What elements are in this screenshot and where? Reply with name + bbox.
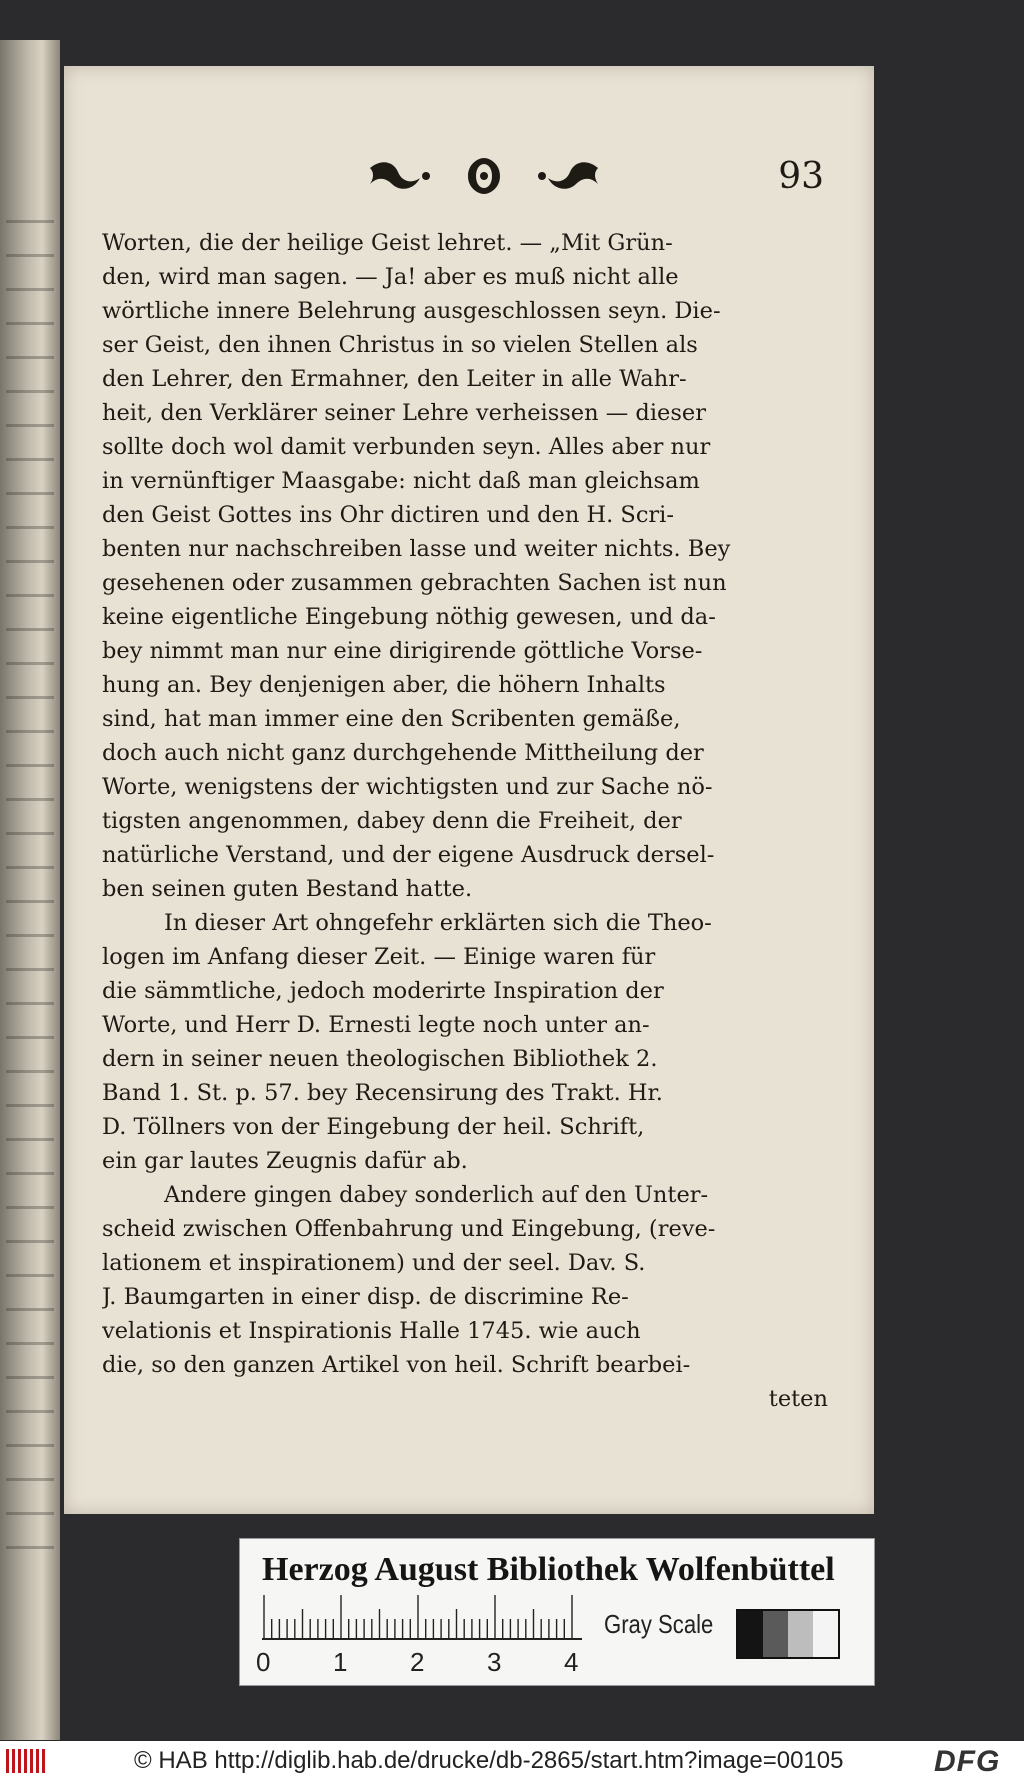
text-line: Band 1. St. p. 57. bey Recensirung des Trakt. Hr. — [102, 1080, 663, 1106]
barcode-stripe — [24, 1749, 27, 1773]
bleed-through-mark — [6, 1444, 54, 1447]
bleed-through-mark — [6, 1240, 54, 1243]
footer-bar — [0, 1741, 1024, 1781]
text-line: J. Baumgarten in einer disp. de discrimine Re- — [102, 1284, 629, 1310]
text-line: keine eigentliche Eingebung nöthig gewesen, und da- — [102, 604, 716, 630]
text-line: sollte doch wol damit verbunden seyn. Alles aber nur — [102, 434, 711, 460]
bleed-through-mark — [6, 900, 54, 903]
bleed-through-mark — [6, 1172, 54, 1175]
text-line: Andere gingen dabey sonderlich auf den Unter- — [164, 1182, 709, 1208]
gray-scale-label: Gray Scale — [604, 1609, 714, 1639]
ruler-number: 3 — [487, 1647, 502, 1677]
bleed-through-mark — [6, 662, 54, 665]
text-line: dern in seiner neuen theologischen Bibliothek 2. — [102, 1046, 658, 1072]
text-line: D. Töllners von der Eingebung der heil. Schrift, — [102, 1114, 645, 1140]
text-line: Worte, und Herr D. Ernesti legte noch unter an- — [102, 1012, 650, 1038]
bleed-through-mark — [6, 424, 54, 427]
bleed-through-mark — [6, 934, 54, 937]
bleed-through-mark — [6, 1308, 54, 1311]
bleed-through-mark — [6, 1376, 54, 1379]
text-line: die, so den ganzen Artikel von heil. Schrift bearbei- — [102, 1352, 691, 1378]
barcode-stripes-icon — [6, 1749, 46, 1773]
bleed-through-mark — [6, 1342, 54, 1345]
text-line: sind, hat man immer eine den Scribenten gemäße, — [102, 706, 681, 732]
text-line: den, wird man sagen. — Ja! aber es muß nicht alle — [102, 264, 679, 290]
text-line: velationis et Inspirationis Halle 1745. wie auch — [102, 1318, 641, 1344]
text-line: wörtliche innere Belehrung ausgeschlossen seyn. Die- — [102, 298, 721, 324]
barcode-stripe — [18, 1749, 21, 1773]
text-line: tigsten angenommen, dabey denn die Freiheit, der — [102, 808, 682, 834]
text-line: logen im Anfang dieser Zeit. — Einige waren für — [102, 944, 656, 970]
bleed-through-mark — [6, 1546, 54, 1549]
bleed-through-mark — [6, 220, 54, 223]
text-line: hung an. Bey denjenigen aber, die höhern Inhalts — [102, 672, 666, 698]
body-text — [102, 226, 828, 1416]
bleed-through-mark — [6, 832, 54, 835]
text-line: doch auch nicht ganz durchgehende Mittheilung der — [102, 740, 704, 766]
gray-swatch — [763, 1611, 788, 1657]
barcode-stripe — [42, 1749, 45, 1773]
bleed-through-mark — [6, 1410, 54, 1413]
book-page — [64, 66, 874, 1514]
dfg-logo: DFG — [934, 1745, 1001, 1778]
text-line: In dieser Art ohngefehr erklärten sich die Theo- — [164, 910, 712, 936]
bleed-through-mark — [6, 730, 54, 733]
bleed-through-mark — [6, 1036, 54, 1039]
bleed-through-mark — [6, 798, 54, 801]
text-line: lationem et inspirationem) und der seel. Dav. S. — [102, 1250, 646, 1276]
gray-swatch — [813, 1611, 838, 1657]
text-line: scheid zwischen Offenbahrung und Eingebung, (reve- — [102, 1216, 716, 1242]
gray-swatch — [788, 1611, 813, 1657]
bleed-through-mark — [6, 1206, 54, 1209]
bleed-through-mark — [6, 1512, 54, 1515]
text-line: in vernünftiger Maasgabe: nicht daß man gleichsam — [102, 468, 700, 494]
bleed-through-mark — [6, 696, 54, 699]
text-line: heit, den Verklärer seiner Lehre verheissen — dieser — [102, 400, 706, 426]
ruler-number: 2 — [410, 1647, 425, 1677]
bleed-through-mark — [6, 866, 54, 869]
fleuron-ornament-icon — [364, 154, 604, 198]
barcode-stripe — [12, 1749, 15, 1773]
bleed-through-mark — [6, 254, 54, 257]
barcode-stripe — [36, 1749, 39, 1773]
bleed-through-mark — [6, 1002, 54, 1005]
bleed-through-mark — [6, 492, 54, 495]
color-scale-card — [239, 1538, 875, 1686]
bleed-through-mark — [6, 1274, 54, 1277]
ruler-scale — [262, 1595, 582, 1641]
bleed-through-mark — [6, 628, 54, 631]
text-line: die sämmtliche, jedoch moderirte Inspiration der — [102, 978, 664, 1004]
text-line: den Lehrer, den Ermahner, den Leiter in alle Wahr- — [102, 366, 687, 392]
text-line: teten — [768, 1386, 828, 1412]
bleed-through-mark — [6, 322, 54, 325]
adjacent-page-edge — [0, 40, 60, 1740]
text-line: bey nimmt man nur eine dirigirende göttliche Vorse- — [102, 638, 703, 664]
bleed-through-mark — [6, 390, 54, 393]
text-line: Worte, wenigstens der wichtigsten und zur Sache nö- — [102, 774, 713, 800]
bleed-through-mark — [6, 1138, 54, 1141]
bleed-through-mark — [6, 288, 54, 291]
page-number: 93 — [778, 156, 824, 197]
text-line: ben seinen guten Bestand hatte. — [102, 876, 473, 902]
gray-swatch — [738, 1611, 763, 1657]
ruler-number: 4 — [564, 1647, 579, 1677]
bleed-through-mark — [6, 356, 54, 359]
text-line: natürliche Verstand, und der eigene Ausdruck dersel- — [102, 842, 715, 868]
copyright-url[interactable]: © HAB http://diglib.hab.de/drucke/db-2865/start.htm?image=00105 — [134, 1747, 844, 1774]
bleed-through-mark — [6, 458, 54, 461]
text-line: den Geist Gottes ins Ohr dictiren und den H. Scri- — [102, 502, 674, 528]
barcode-stripe — [6, 1749, 9, 1773]
bleed-through-mark — [6, 526, 54, 529]
text-line: benten nur nachschreiben lasse und weiter nichts. Bey — [102, 536, 731, 562]
barcode-stripe — [30, 1749, 33, 1773]
library-name: Herzog August Bibliothek Wolfenbüttel — [262, 1551, 835, 1588]
bleed-through-mark — [6, 1070, 54, 1073]
ruler-number: 0 — [256, 1647, 271, 1677]
bleed-through-mark — [6, 560, 54, 563]
bleed-through-mark — [6, 1104, 54, 1107]
gray-scale-swatches — [736, 1609, 840, 1659]
bleed-through-mark — [6, 594, 54, 597]
text-line: ein gar lautes Zeugnis dafür ab. — [102, 1148, 468, 1174]
bleed-through-mark — [6, 968, 54, 971]
bleed-through-mark — [6, 1478, 54, 1481]
bleed-through-mark — [6, 764, 54, 767]
ruler-number: 1 — [333, 1647, 348, 1677]
text-line: gesehenen oder zusammen gebrachten Sachen ist nun — [102, 570, 727, 596]
text-line: Worten, die der heilige Geist lehret. — „Mit Grün- — [102, 230, 673, 256]
text-line: ser Geist, den ihnen Christus in so vielen Stellen als — [102, 332, 698, 358]
